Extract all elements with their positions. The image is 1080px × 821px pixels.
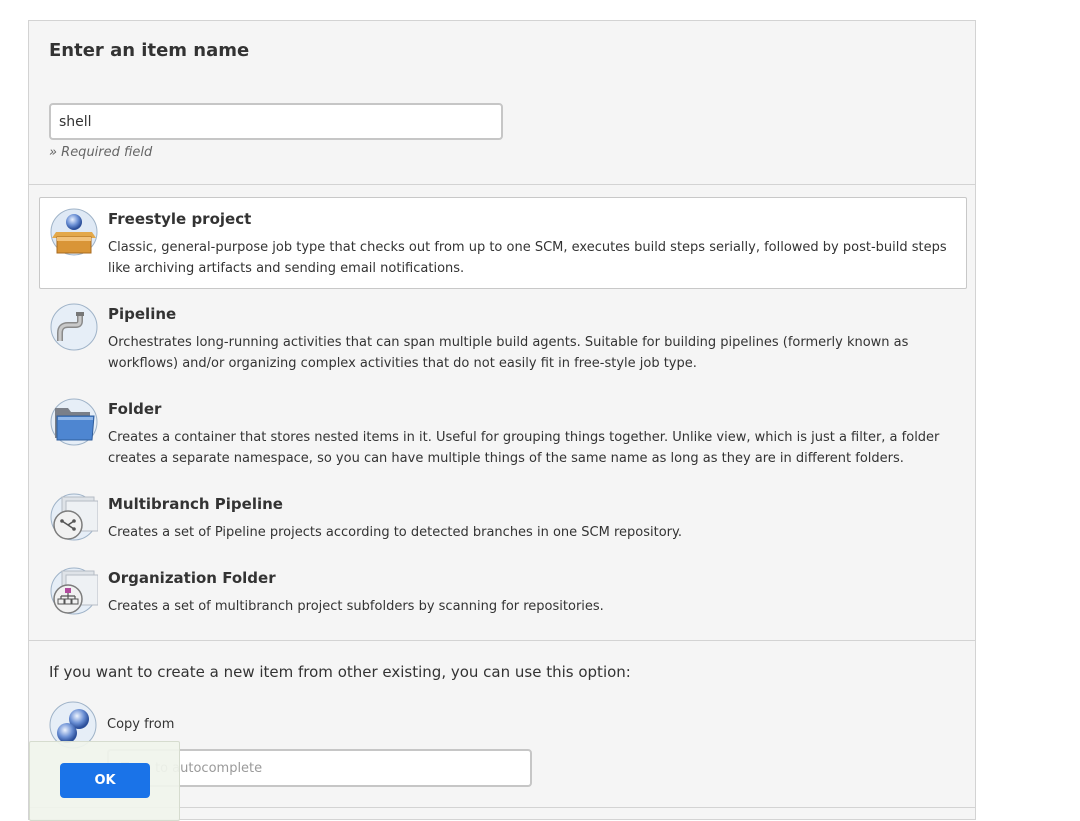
item-name-input[interactable] bbox=[49, 103, 503, 140]
item-name-section bbox=[29, 21, 975, 185]
item-type-description: Classic, general-purpose job type that checks out from up to one SCM, executes build steps serially, followed by post-build steps like archiving artifacts and sending email notifications. bbox=[108, 240, 947, 276]
item-type-organization-folder[interactable] bbox=[39, 556, 967, 628]
item-type-title: Multibranch Pipeline bbox=[108, 495, 283, 513]
ok-button[interactable]: OK bbox=[60, 763, 150, 798]
organization-folder-icon bbox=[50, 567, 98, 615]
item-type-multibranch-pipeline[interactable] bbox=[39, 482, 967, 554]
item-type-title: Organization Folder bbox=[108, 569, 276, 587]
multibranch-pipeline-icon bbox=[50, 493, 98, 541]
pipeline-icon bbox=[50, 303, 98, 351]
item-name-heading: Enter an item name bbox=[49, 40, 250, 61]
item-type-folder[interactable] bbox=[39, 387, 967, 479]
item-type-title: Pipeline bbox=[108, 305, 177, 323]
item-type-pipeline[interactable] bbox=[39, 292, 967, 384]
footer-bar bbox=[29, 741, 180, 821]
item-type-description: Orchestrates long-running activities that can span multiple build agents. Suitable for building pipelines (formerly known as workflows) and/or organizing complex activities that do not easily fit in free-style job type. bbox=[108, 335, 909, 371]
item-type-description: Creates a set of Pipeline projects according to detected branches in one SCM repository. bbox=[108, 525, 682, 540]
item-type-description: Creates a set of multibranch project subfolders by scanning for repositories. bbox=[108, 599, 604, 614]
item-type-list bbox=[29, 185, 975, 641]
copy-from-intro: If you want to create a new item from other existing, you can use this option: bbox=[49, 663, 631, 681]
item-type-freestyle-project[interactable] bbox=[39, 197, 967, 289]
required-field-hint: » Required field bbox=[49, 145, 153, 160]
freestyle-project-icon bbox=[50, 208, 98, 256]
new-item-panel bbox=[28, 20, 976, 820]
item-type-title: Folder bbox=[108, 400, 162, 418]
copy-from-label: Copy from bbox=[107, 717, 175, 732]
item-type-title: Freestyle project bbox=[108, 210, 252, 228]
folder-icon bbox=[50, 398, 98, 446]
item-type-description: Creates a container that stores nested items in it. Useful for grouping things together. Unlike view, which is just a filter, a folder creates a separate namespace, so you can have multiple things of the same name as long as they are in different folders. bbox=[108, 430, 940, 466]
